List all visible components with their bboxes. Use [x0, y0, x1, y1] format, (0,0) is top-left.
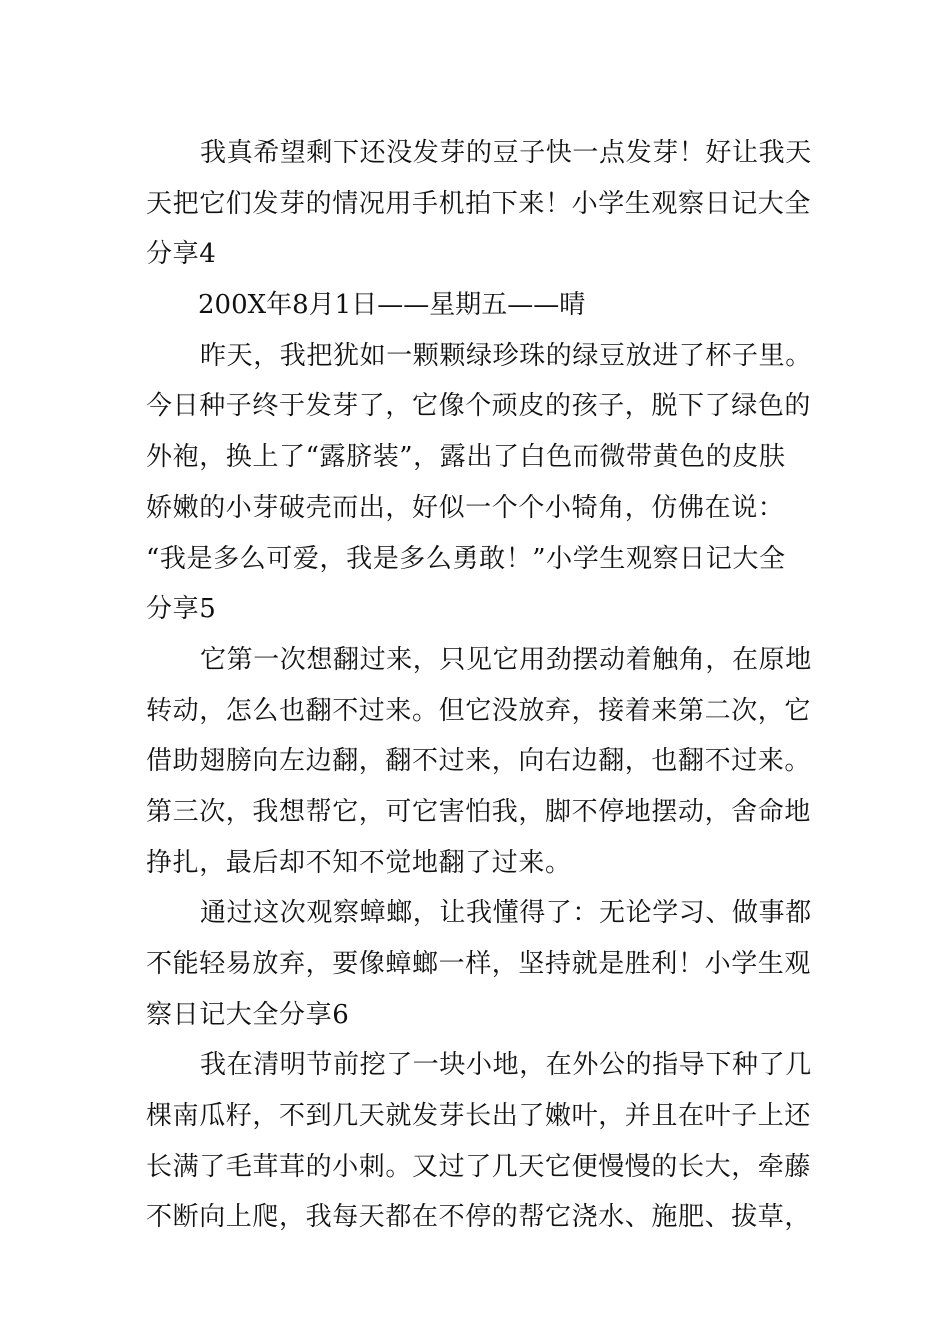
- text-line: 娇嫩的小芽破壳而出，好似一个个小犄角，仿佛在说：: [146, 492, 785, 523]
- text-line: 不断向上爬，我每天都在不停的帮它浇水、施肥、拔草，: [146, 1202, 812, 1233]
- section-title: 分享5: [146, 594, 217, 625]
- text-line: 天把它们发芽的情况用手机拍下来！小学生观察日记大全: [146, 188, 812, 219]
- text-line: 通过这次观察蟑螂，让我懂得了：无论学习、做事都: [200, 898, 812, 929]
- text-line: 转动，怎么也翻不过来。但它没放弃，接着来第二次，它: [146, 695, 812, 726]
- text-line: 我真希望剩下还没发芽的豆子快一点发芽！好让我天: [200, 138, 812, 168]
- text-line: 第三次，我想帮它，可它害怕我，脚不停地摆动，舍命地: [146, 796, 812, 827]
- text-line: 外袍，换上了“露脐装”，露出了白色而微带黄色的皮肤: [146, 442, 786, 473]
- text-line: 棵南瓜籽，不到几天就发芽长出了嫩叶，并且在叶子上还: [146, 1101, 812, 1132]
- text-line: 挣扎，最后却不知不觉地翻了过来。: [146, 847, 572, 878]
- text-line: 它第一次想翻过来，只见它用劲摆动着触角，在原地: [200, 644, 812, 675]
- text-line: 借助翅膀向左边翻，翻不过来，向右边翻，也翻不过来。: [146, 746, 812, 777]
- text-line: 我在清明节前挖了一块小地，在外公的指导下种了几: [200, 1050, 812, 1081]
- text-line: 不能轻易放弃，要像蟑螂一样，坚持就是胜利！小学生观: [146, 949, 812, 979]
- section-title: 察日记大全分享6: [146, 999, 350, 1030]
- diary-text: [146, 128, 810, 1243]
- section-title: 分享4: [146, 239, 217, 270]
- text-line: 今日种子终于发芽了，它像个顽皮的孩子，脱下了绿色的: [146, 391, 812, 422]
- text-line: 昨天，我把犹如一颗颗绿珍珠的绿豆放进了杯子里。: [200, 340, 812, 371]
- date-line: 200X年8月1日——星期五——晴: [198, 290, 586, 321]
- text-line: 长满了毛茸茸的小刺。又过了几天它便慢慢的长大，牵藤: [146, 1151, 812, 1182]
- text-line: “我是多么可爱，我是多么勇敢！”小学生观察日记大全: [146, 543, 786, 574]
